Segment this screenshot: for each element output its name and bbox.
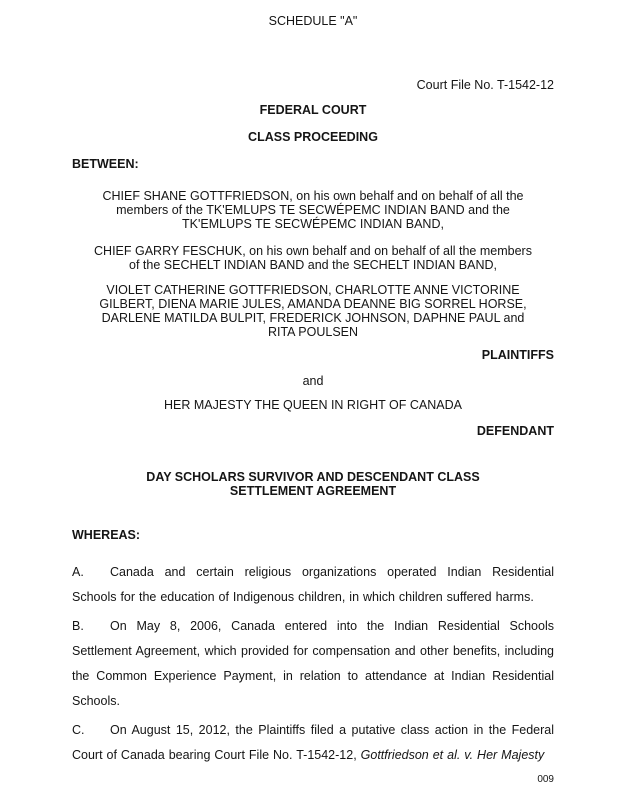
recital-c-text: On August 15, 2012, the Plaintiffs filed a putative class action in the Federal Court of Canada bearing Court File No. T-1542-12, bbox=[72, 723, 554, 762]
plaintiff-group-3: VIOLET CATHERINE GOTTFRIEDSON, CHARLOTTE ANNE VICTORINE GILBERT, DIENA MARIE JULES, AMANDA DEANNE BIG SORREL HORSE, DARLENE MATILDA BULPIT, FREDERICK JOHNSON, DAPHNE PAUL and RITA POULSEN bbox=[99, 283, 527, 339]
plaintiff-group-2: CHIEF GARRY FESCHUK, on his own behalf and on behalf of all the members of the SECHELT INDIAN BAND and the SECHELT INDIAN BAND, bbox=[94, 244, 532, 272]
and-separator: and bbox=[302, 374, 324, 388]
proceeding-type: CLASS PROCEEDING bbox=[248, 130, 378, 144]
defendant-name: HER MAJESTY THE QUEEN IN RIGHT OF CANADA bbox=[164, 398, 462, 412]
recital-a-label: A. bbox=[72, 565, 84, 579]
plaintiff-group-1: CHIEF SHANE GOTTFRIEDSON, on his own behalf and on behalf of all the members of the TK'EMLUPS TE SECWÉPEMC INDIAN BAND and the TK'EMLUPS TE SECWÉPEMC INDIAN BAND, bbox=[102, 189, 524, 231]
recital-a-text: Canada and certain religious organizations operated Indian Residential Schools for the education of Indigenous children, in which children suffered harms. bbox=[72, 565, 554, 604]
court-file-number: Court File No. T-1542-12 bbox=[416, 78, 554, 92]
recital-b-label: B. bbox=[72, 619, 84, 633]
schedule-header: SCHEDULE "A" bbox=[268, 14, 358, 28]
court-name: FEDERAL COURT bbox=[259, 103, 367, 117]
recital-c-label: C. bbox=[72, 723, 85, 737]
recital-b bbox=[72, 614, 554, 714]
recital-a bbox=[72, 560, 554, 610]
defendant-label: DEFENDANT bbox=[476, 424, 554, 438]
whereas-label: WHEREAS: bbox=[72, 528, 141, 542]
recital-c bbox=[72, 718, 554, 768]
plaintiffs-label: PLAINTIFFS bbox=[481, 348, 554, 362]
page-number: 009 bbox=[537, 774, 554, 785]
case-citation: Gottfriedson et al. v. Her Majesty bbox=[360, 748, 545, 762]
recital-b-text: On May 8, 2006, Canada entered into the Indian Residential Schools Settlement Agreement, which provided for compensation and other benefits, including the Common Experience Payment, in relation to attendance at Indian Residential Schools. bbox=[72, 619, 554, 708]
agreement-title-line-1: DAY SCHOLARS SURVIVOR AND DESCENDANT CLASS bbox=[146, 470, 480, 484]
between-label: BETWEEN: bbox=[72, 157, 139, 171]
agreement-title-line-2: SETTLEMENT AGREEMENT bbox=[229, 484, 397, 498]
agreement-title bbox=[72, 470, 554, 498]
